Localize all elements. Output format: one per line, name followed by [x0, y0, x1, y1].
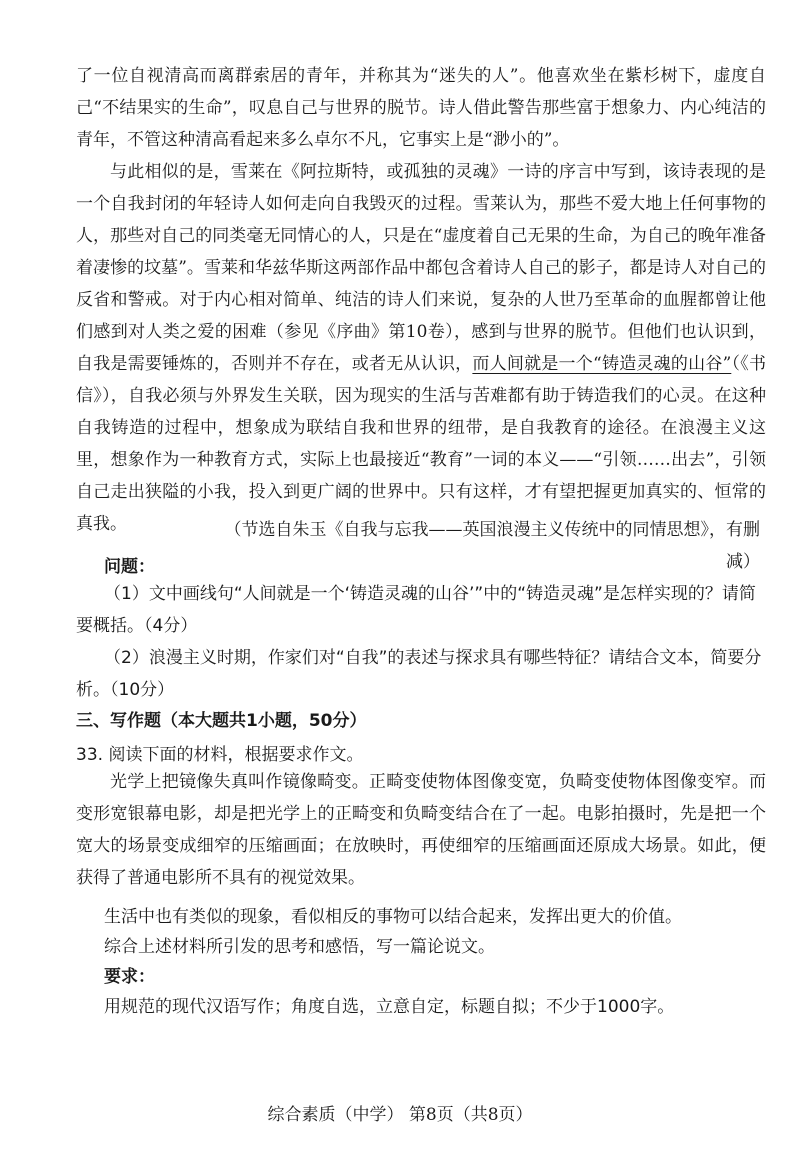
requirements-label: 要求： [104, 967, 155, 987]
essay-paragraph-2-text-a: 与此相似的是，雪莱在《阿拉斯特，或孤独的灵魂》一诗的序言中写到，该诗表现的是一个自我封闭的年轻诗人如何走向自我毁灭的过程。雪莱认为，那些不爱大地上任何事物的人，那些对自己的同类毫无同情心的人，只是在“虚度着自己无果的生命，为自己的晚年准备着凄惨的坟墓”。雪莱和华兹华斯这两部作品中都包含着诗人自己的影子，都是诗人对自己的反省和警戒。对于内心相对简单、纯洁的诗人们来说，复杂的人世乃至革命的血腥都曾让他们感到对人类之爱的困难（参见《序曲》第10卷），感到与世界的脱节。但他们也认识到，自我是需要锤炼的，否则并不存在，或者无从认识， [76, 162, 766, 374]
question-1: （1）文中画线句“人间就是一个‘铸造灵魂的山谷’”中的“铸造灵魂”是怎样实现的？请简要概括。（4分） [76, 584, 756, 636]
question-33: 33. 阅读下面的材料，根据要求作文。 [76, 745, 364, 765]
page-footer: 综合素质（中学） 第8页（共8页） [267, 1105, 533, 1125]
writing-material-paragraph-1: 光学上把镜像失真叫作镜像畸变。正畸变使物体图像变宽，负畸变使物体图像变窄。而变形宽银幕电影，却是把光学上的正畸变和负畸变结合在了一起。电影拍摄时，先是把一个宽大的场景变成细窄的压缩画面；在放映时，再使细窄的压缩画面还原成大场景。如此，便获得了普通电影所不具有的视觉效果。 [76, 772, 766, 888]
questions-label: 问题： [104, 557, 155, 577]
question-2: （2）浪漫主义时期，作家们对“自我”的表述与探求具有哪些特征？请结合文本，简要分析。（10分） [76, 648, 762, 700]
writing-instruction: 综合上述材料所引发的思考和感悟，写一篇论说文。 [104, 937, 495, 957]
underlined-sentence: 而人间就是一个“铸造灵魂的山谷” [472, 354, 732, 374]
writing-section-title: 三、写作题（本大题共1小题，50分） [76, 711, 367, 731]
essay-paragraph-1: 了一位自视清高而离群索居的青年，并称其为“迷失的人”。他喜欢坐在紫杉树下，虚度自己“不结果实的生命”，叹息自己与世界的脱节。诗人借此警告那些富于想象力、内心纯洁的青年，不管这种清高看起来多么卓尔不凡，它事实上是“渺小的”。 [76, 66, 766, 150]
essay-paragraph-2 [76, 156, 766, 540]
source-citation: （节选自朱玉《自我与忘我——英国浪漫主义传统中的同情思想》，有删减） [224, 520, 760, 572]
requirements-text: 用规范的现代汉语写作；角度自选，立意自定，标题自拟；不少于1000字。 [104, 997, 675, 1017]
essay-paragraph-2-text-b: （《书信》），自我必须与外界发生关联，因为现实的生活与苦难都有助于铸造我们的心灵。在这种自我铸造的过程中，想象成为联结自我和世界的纽带，是自我教育的途径。在浪漫主义这里，想象作为一种教育方式，实际上也最接近“教育”一词的本义——“引领……出去”，引领自己走出狭隘的小我，投入到更广阔的世界中。只有这样，才有望把握更加真实的、恒常的真我。 [76, 354, 766, 534]
writing-material-paragraph-2: 生活中也有类似的现象，看似相反的事物可以结合起来，发挥出更大的价值。 [104, 907, 682, 927]
